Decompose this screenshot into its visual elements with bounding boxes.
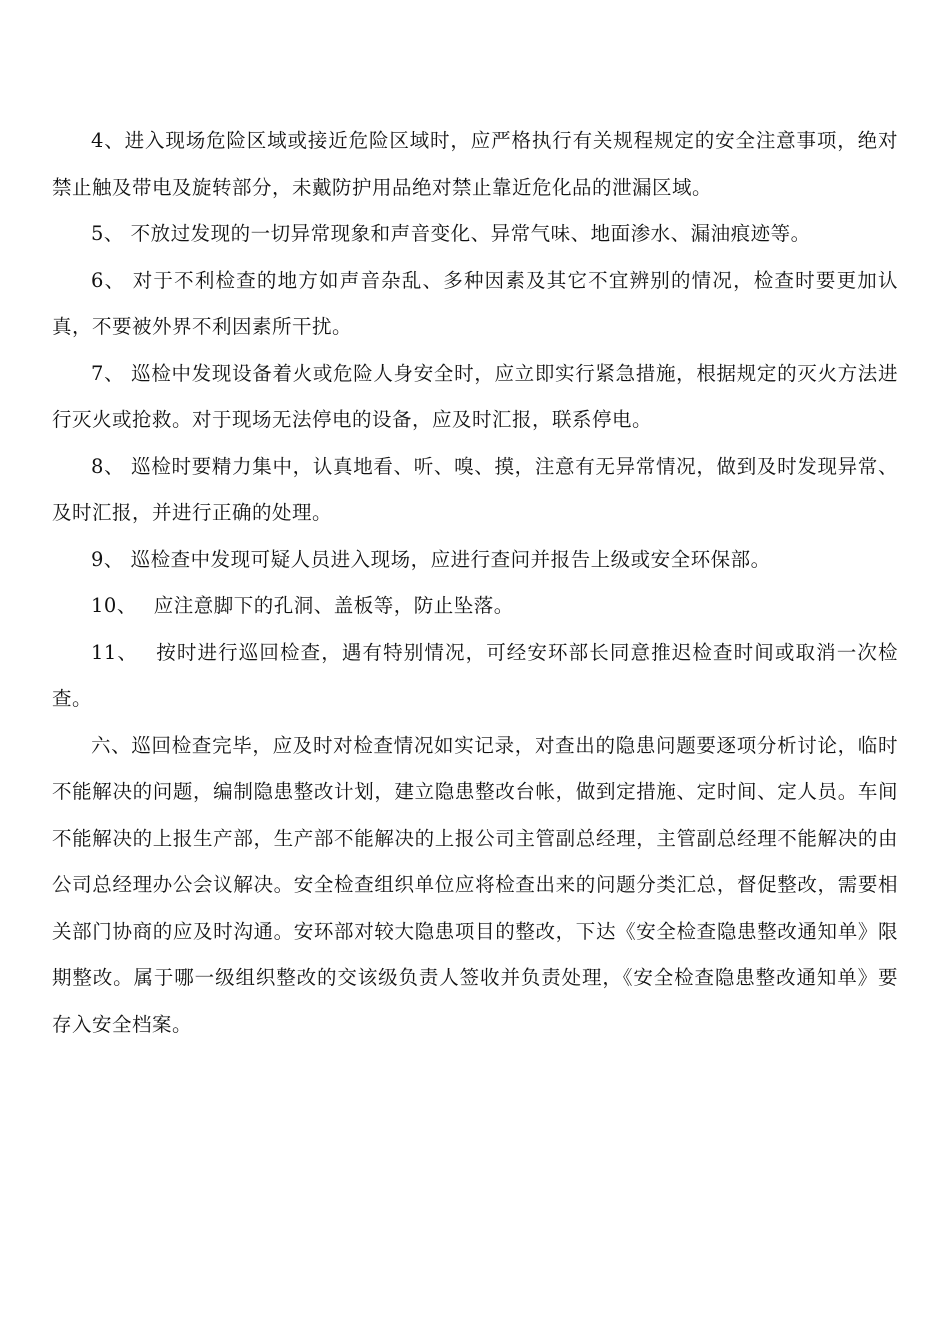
paragraph-item-7: 7、 巡检中发现设备着火或危险人身安全时，应立即实行紧急措施，根据规定的灭火方法进行灭火或抢救。对于现场无法停电的设备，应及时汇报，联系停电。 [52,361,898,431]
paragraph-section-six: 六、巡回检查完毕，应及时对检查情况如实记录，对查出的隐患问题要逐项分析讨论，临时不能解决的问题，编制隐患整改计划，建立隐患整改台帐，做到定措施、定时间、定人员。车间不能解决的上报生产部，生产部不能解决的上报公司主管副总经理，主管副总经理不能解决的由公司总经理办公会议解决。安全检查组织单位应将检查出来的问题分类汇总，督促整改，需要相关部门协商的应及时沟通。安环部对较大隐患项目的整改，下达《安全检查隐患整改通知单》限期整改。属于哪一级组织整改的交该级负责人签收并负责处理，《安全检查隐患整改通知单》要存入安全档案。 [52,733,898,1036]
document-page [52,118,898,1048]
paragraph-item-5: 5、 不放过发现的一切异常现象和声音变化、异常气味、地面渗水、漏油痕迹等。 [91,222,811,245]
paragraph-item-11: 11、 按时进行巡回检查，遇有特别情况，可经安环部长同意推迟检查时间或取消一次检查。 [52,640,898,710]
paragraph-item-4: 4、进入现场危险区域或接近危险区域时，应严格执行有关规程规定的安全注意事项，绝对禁止触及带电及旋转部分，未戴防护用品绝对禁止靠近危化品的泄漏区域。 [52,129,898,199]
paragraph-item-6: 6、 对于不利检查的地方如声音杂乱、多种因素及其它不宜辨别的情况，检查时要更加认真，不要被外界不利因素所干扰。 [52,268,898,338]
paragraph-item-10: 10、 应注意脚下的孔洞、盖板等，防止坠落。 [91,594,514,617]
paragraph-item-8: 8、 巡检时要精力集中，认真地看、听、嗅、摸，注意有无异常情况，做到及时发现异常、及时汇报，并进行正确的处理。 [52,454,898,524]
paragraph-item-9: 9、 巡检查中发现可疑人员进入现场，应进行查问并报告上级或安全环保部。 [91,547,771,571]
